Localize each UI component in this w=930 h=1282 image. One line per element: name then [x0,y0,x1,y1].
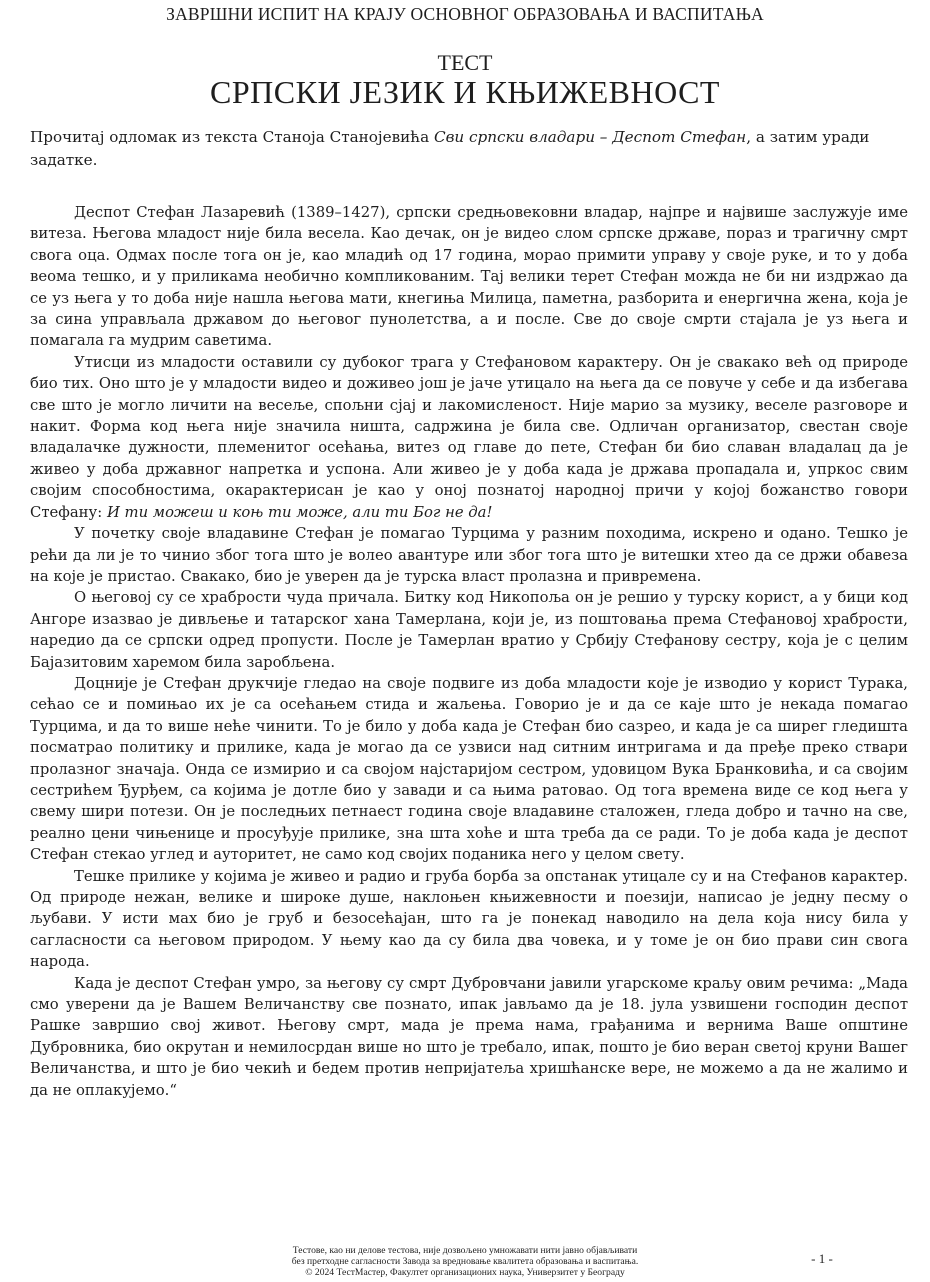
reading-passage [30,202,908,1101]
passage-paragraph-5: Доцније је Стефан друкчије гледао на своје подвиге из доба младости које је изводио у корист Турака, сећао се и помињао их је са осећањем стида и жаљења. Говорио је и да се каје што је некада помагао Турцима, и да то више неће чинити. То је било у доба када је Стефан био сазрео, и када је са ширег гледишта посматрао политику и прилике, када је могао да се узвиси над ситним интригама и да пређе преко ствари пролазног значаја. Онда се измирио и са својом најстаријом сестром, удовицом Вука Бранковића, и са својим сестрићем Ђурђем, са којима је дотле био у завади и са њима ратовао. Од тога времена виде се код њега у свему шири потези. Он је последњих петнаест година своје владавине сталожен, гледа добро и тачно на све, реално цени чињенице и просуђује прилике, зна шта хоће и шта треба да се ради. То је доба када је деспот Стефан стекао углед и ауторитет, не само код својих поданика него у целом свету. [30,674,908,864]
subject-title: СРПСКИ ЈЕЗИК И КЊИЖЕВНОСТ [210,74,720,110]
passage-paragraph-1: Деспот Стефан Лазаревић (1389–1427), српски средњовековни владар, најпре и највише заслужује име витеза. Његова младост није била весела. Као дечак, он је видео слом српске државе, пораз и трагичну смрт свога оца. Одмах после тога он је, као младић од 17 година, морао примити управу у своје руке, и то у доба веома тешко, и у приликама необично компликованим. Тај велики терет Стефан можда не би ни издржао да се уз њега у то доба није нашла његова мати, кнегиња Милица, паметна, разборита и енергична жена, која је за сина управљала државом до његовог пунолетства, а и после. Све до своје смрти стајала је уз њега и помагала га мудрим саветима. [30,204,908,350]
instruction-text-end: , а затим уради задатке. [30,128,870,169]
passage-paragraph-6: Тешке прилике у којима је живео и радио и груба борба за опстанак утицале су и на Стефанов карактер. Од природе нежан, велике и широке душе, наклоњен књижевности и поезији, написао је једну песму о љубави. У исти мах био је груб и безосећајан, што га је понекад наводило на дела која нису била у сагласности са његовом природом. У њему као да су била два човека, и у томе је он био прави син свога народа. [30,867,908,971]
copyright-footer [160,1245,770,1278]
passage-paragraph-2 [30,352,908,523]
instruction-text: Прочитај одломак из текста Станоја Станојевића [30,128,434,146]
exam-header: ЗАВРШНИ ИСПИТ НА КРАЈУ ОСНОВНОГ ОБРАЗОВАЊА И ВАСПИТАЊА [166,4,764,24]
passage-paragraph-3: У почетку своје владавине Стефан је помагао Турцима у разним походима, искрено и одано. Тешко је рећи да ли је то чинио због тога што је волео авантуре или због тога што је витешки хтео да се држи обавеза на које је пристао. Свакако, био је уверен да је турска власт пролазна и привремена. [30,525,908,585]
footer-line-1: Тестове, као ни делове тестова, није дозвољено умножавати нити јавно објављивати [292,1245,638,1256]
folk-quote: И ти можеш и коњ ти може, али ти Бог не да! [106,503,493,521]
task-instruction [30,126,902,172]
page-number: - 1 - [811,1251,833,1266]
passage-paragraph-4: О његовој су се храбрости чуда причала. Битку код Никопоља он је решио у турску корист, а у бици код Ангоре изазвао је дивљење и татарског хана Тамерлана, који је, из поштовања према Стефановој храбрости, наредио да се српски одред пропусти. После је Тамерлан вратио у Србију Стефанову сестру, која је с целим Бајазитовим харемом била заробљена. [30,589,908,671]
passage-paragraph-7: Када је деспот Стефан умро, за његову су смрт Дубровчани јавили угарскоме краљу овим речима: „Мада смо уверени да је Вашем Величанству све познато, ипак јављамо да је 18. јула узвишени господин деспот Рашке завршио свој живот. Његову смрт, мада је према нама, грађанима и вернима Ваше општине Дубровника, био окрутан и немилосрдан више но што је требало, ипак, пошто је био веран светој круни Вашег Величанства, и што је био чекић и бедем против непријатеља хришћанске вере, не можемо а да не жалимо и да не оплакујемо.“ [30,974,908,1099]
source-title: Сви српски владари – Деспот Стефан [433,128,747,146]
paragraph-2-text: Утисци из младости оставили су дубоког трага у Стефановом карактеру. Он је свакако већ од природе био тих. Оно што је у младости видео и доживео још је јаче утицало на њега да се повуче у себе и да избегава све што је могло личити на весеље, спољни сјај и лакомисленост. Није марио за музику, веселе разговоре и накит. Форма код њега није значила ништа, садржина је била све. Одличан организатор, свестан своје владалачке дужности, племенитог осећања, витез од главе до пете, Стефан би био славан владалац да је живео у доба државног напретка и успона. Али живео је у доба када је држава пропадала и, упркос свим својим способностима, окарактерисан је као у оној познатој народној причи у којој божанство говори Стефану: [30,353,908,521]
footer-line-2: без претходне сагласности Завода за вредновање квалитета образовања и васпитања. [291,1256,639,1267]
test-label: ТЕСТ [437,50,493,75]
footer-line-3: © 2024 ТестМастер, Факултет организационих наука, Универзитет у Београду [305,1267,625,1278]
